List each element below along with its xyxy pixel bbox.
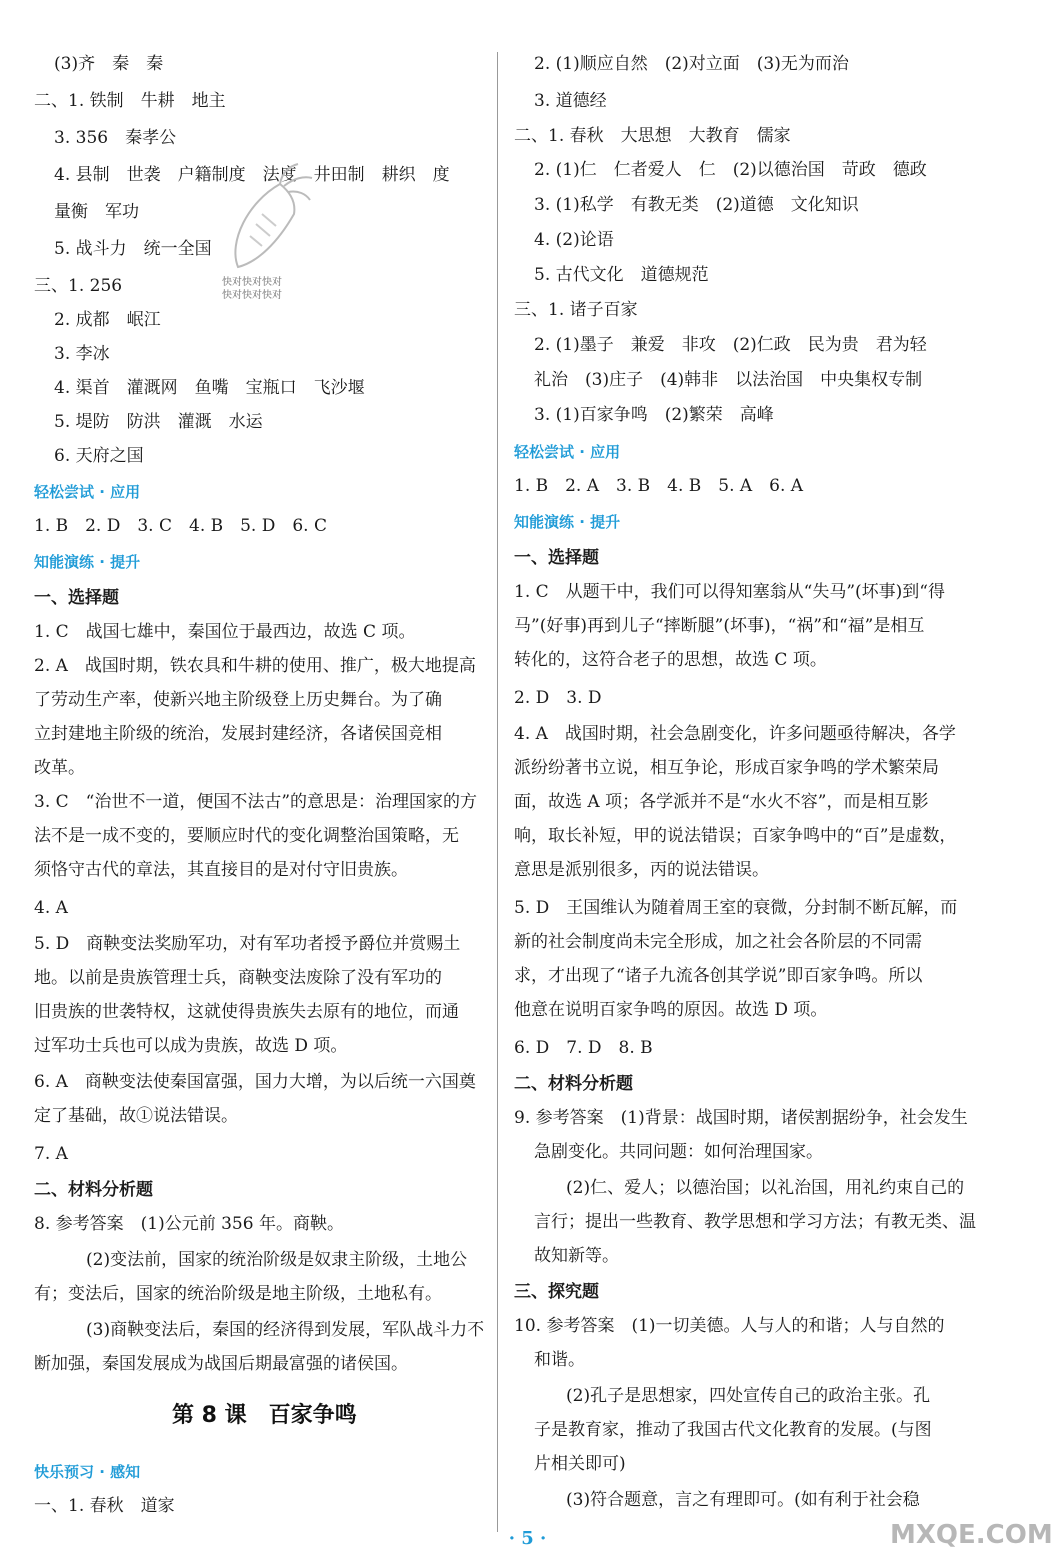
text-line: 3. (1)私学 有教无类 (2)道德 文化知识 xyxy=(534,195,859,215)
answer-line: 8. 参考答案 (1)公元前 356 年。商鞅。 xyxy=(34,1214,344,1234)
text-line: 5. 堤防 防洪 灌溉 水运 xyxy=(54,412,263,432)
answer-line: 9. 参考答案 (1)背景：战国时期，诸侯割据纷争，社会发生 xyxy=(514,1108,968,1128)
answer-line: (2)变法前，国家的统治阶级是奴隶主阶级，土地公 xyxy=(86,1250,468,1270)
section-heading: 知能演练 · 提升 xyxy=(34,553,141,571)
text-line: 2. (1)顺应自然 (2)对立面 (3)无为而治 xyxy=(534,54,849,74)
section-heading: 轻松尝试 · 应用 xyxy=(34,483,141,501)
answer-line: 4. A 战国时期，社会急剧变化，许多问题亟待解决，各学 xyxy=(514,724,956,744)
answer-line: 有；变法后，国家的统治阶级是地主阶级，土地私有。 xyxy=(34,1284,442,1304)
text-line: 5. 战斗力 统一全国 xyxy=(54,239,212,259)
answer-line: 6. D 7. D 8. B xyxy=(514,1038,653,1058)
text-line: 5. 古代文化 道德规范 xyxy=(534,265,709,285)
text-line: 3. (1)百家争鸣 (2)繁荣 高峰 xyxy=(534,405,774,425)
answer-line: (3)符合题意，言之有理即可。(如有利于社会稳 xyxy=(566,1490,920,1510)
answer-line: 4. A xyxy=(34,898,68,918)
watermark: MXQE.COM xyxy=(890,1520,1053,1550)
answer-line: 立封建地主阶级的统治，发展封建经济，各诸侯国竞相 xyxy=(34,724,442,744)
question-type-heading: 三、探究题 xyxy=(514,1282,599,1302)
text-line: 4. (2)论语 xyxy=(534,230,614,250)
answer-line: 片相关即可) xyxy=(534,1454,626,1474)
answer-line: 新的社会制度尚未完全形成，加之社会各阶层的不同需 xyxy=(514,932,922,952)
answer-line: 1. B 2. D 3. C 4. B 5. D 6. C xyxy=(34,516,328,536)
text-line: 3. 道德经 xyxy=(534,91,607,111)
answer-line: 转化的，这符合老子的思想，故选 C 项。 xyxy=(514,650,827,670)
answer-line: (2)仁、爱人；以德治国；以礼治国，用礼约束自己的 xyxy=(566,1178,965,1198)
question-type-heading: 二、材料分析题 xyxy=(34,1180,153,1200)
answer-line: 1. B 2. A 3. B 4. B 5. A 6. A xyxy=(514,476,804,496)
answer-line: 断加强，秦国发展成为战国后期最富强的诸侯国。 xyxy=(34,1354,408,1374)
answer-line: 面，故选 A 项；各学派并不是“水火不容”，而是相互影 xyxy=(514,792,929,812)
answer-line: 马”(好事)再到儿子“摔断腿”(坏事)，“祸”和“福”是相互 xyxy=(514,616,925,636)
answer-line: 地。以前是贵族管理士兵，商鞅变法废除了没有军功的 xyxy=(34,968,442,988)
answer-line: 他意在说明百家争鸣的原因。故选 D 项。 xyxy=(514,1000,828,1020)
answer-line: 6. A 商鞅变法使秦国富强，国力大增，为以后统一六国奠 xyxy=(34,1072,476,1092)
text-line: 2. 成都 岷江 xyxy=(54,310,161,330)
answer-line: 1. C 从题干中，我们可以得知塞翁从“失马”(坏事)到“得 xyxy=(514,582,945,602)
text-line: 2. (1)仁 仁者爱人 仁 (2)以德治国 苛政 德政 xyxy=(534,160,927,180)
answer-line: 5. D 王国维认为随着周王室的衰微，分封制不断瓦解，而 xyxy=(514,898,958,918)
answer-line: 2. D 3. D xyxy=(514,688,602,708)
carrot-mascot-icon xyxy=(218,162,318,282)
answer-line: 故知新等。 xyxy=(534,1246,619,1266)
caption-line: 快对快对快对 xyxy=(222,277,282,288)
answer-line: (2)孔子是思想家，四处宣传自己的政治主张。孔 xyxy=(566,1386,931,1406)
answer-line: 改革。 xyxy=(34,758,85,778)
text-line: 量衡 军功 xyxy=(54,202,139,222)
answer-line: 2. A 战国时期，铁农具和牛耕的使用、推广，极大地提高 xyxy=(34,656,476,676)
section-heading: 知能演练 · 提升 xyxy=(514,513,621,531)
text-line: 4. 县制 世袭 户籍制度 法度 井田制 耕织 度 xyxy=(54,165,450,185)
text-line: 礼治 (3)庄子 (4)韩非 以法治国 中央集权专制 xyxy=(534,370,923,390)
text-line: 4. 渠首 灌溉网 鱼嘴 宝瓶口 飞沙堰 xyxy=(54,378,365,398)
answer-line: 急剧变化。共同问题：如何治理国家。 xyxy=(534,1142,823,1162)
text-line: 二、1. 铁制 牛耕 地主 xyxy=(34,91,226,111)
answer-line: 和谐。 xyxy=(534,1350,585,1370)
answer-line: 定了基础，故①说法错误。 xyxy=(34,1106,238,1126)
text-line: 3. 李冰 xyxy=(54,344,110,364)
answer-line: 言行；提出一些教育、教学思想和学习方法；有教无类、温 xyxy=(534,1212,976,1232)
answer-line: 法不是一成不变的，要顺应时代的变化调整治国策略，无 xyxy=(34,826,459,846)
text-line: 二、1. 春秋 大思想 大教育 儒家 xyxy=(514,126,791,146)
carrot-caption xyxy=(222,276,282,302)
answer-line: 过军功士兵也可以成为贵族，故选 D 项。 xyxy=(34,1036,348,1056)
column-divider xyxy=(497,52,498,1532)
question-type-heading: 一、选择题 xyxy=(34,588,119,608)
text-line: 一、1. 春秋 道家 xyxy=(34,1496,175,1516)
answer-line: 求，才出现了“诸子九流各创其学说”即百家争鸣。所以 xyxy=(514,966,923,986)
text-line: 6. 天府之国 xyxy=(54,446,144,466)
question-type-heading: 一、选择题 xyxy=(514,548,599,568)
answer-line: 了劳动生产率，使新兴地主阶级登上历史舞台。为了确 xyxy=(34,690,442,710)
answer-line: 10. 参考答案 (1)一切美德。人与人的和谐；人与自然的 xyxy=(514,1316,945,1336)
text-line: 3. 356 秦孝公 xyxy=(54,128,177,148)
answer-line: 5. D 商鞅变法奖励军功，对有军功者授予爵位并赏赐土 xyxy=(34,934,461,954)
question-type-heading: 二、材料分析题 xyxy=(514,1074,633,1094)
answer-line: 3. C “治世不一道，便国不法古”的意思是：治理国家的方 xyxy=(34,792,478,812)
answer-line: 须恪守古代的章法，其直接目的是对付守旧贵族。 xyxy=(34,860,408,880)
answer-line: 旧贵族的世袭特权，这就使得贵族失去原有的地位，而通 xyxy=(34,1002,459,1022)
answer-line: 7. A xyxy=(34,1144,68,1164)
answer-line: 响，取长补短，甲的说法错误；百家争鸣中的“百”是虚数， xyxy=(514,826,957,846)
answer-line: 子是教育家，推动了我国古代文化教育的发展。(与图 xyxy=(534,1420,932,1440)
answer-line: (3)商鞅变法后，秦国的经济得到发展，军队战斗力不 xyxy=(86,1320,485,1340)
answer-line: 意思是派别很多，丙的说法错误。 xyxy=(514,860,769,880)
section-heading: 快乐预习 · 感知 xyxy=(34,1463,141,1481)
text-line: 三、1. 256 xyxy=(34,276,123,296)
text-line: 2. (1)墨子 兼爱 非攻 (2)仁政 民为贵 君为轻 xyxy=(534,335,927,355)
answer-line: 1. C 战国七雄中，秦国位于最西边，故选 C 项。 xyxy=(34,622,416,642)
page-number: · 5 · xyxy=(508,1528,547,1549)
caption-line: 快对快对快对 xyxy=(222,290,282,301)
answer-line: 派纷纷著书立说，相互争论，形成百家争鸣的学术繁荣局 xyxy=(514,758,939,778)
text-line: 三、1. 诸子百家 xyxy=(514,300,638,320)
text-line: (3)齐 秦 秦 xyxy=(54,54,164,74)
lesson-title: 第 8 课 百家争鸣 xyxy=(172,1403,357,1428)
section-heading: 轻松尝试 · 应用 xyxy=(514,443,621,461)
